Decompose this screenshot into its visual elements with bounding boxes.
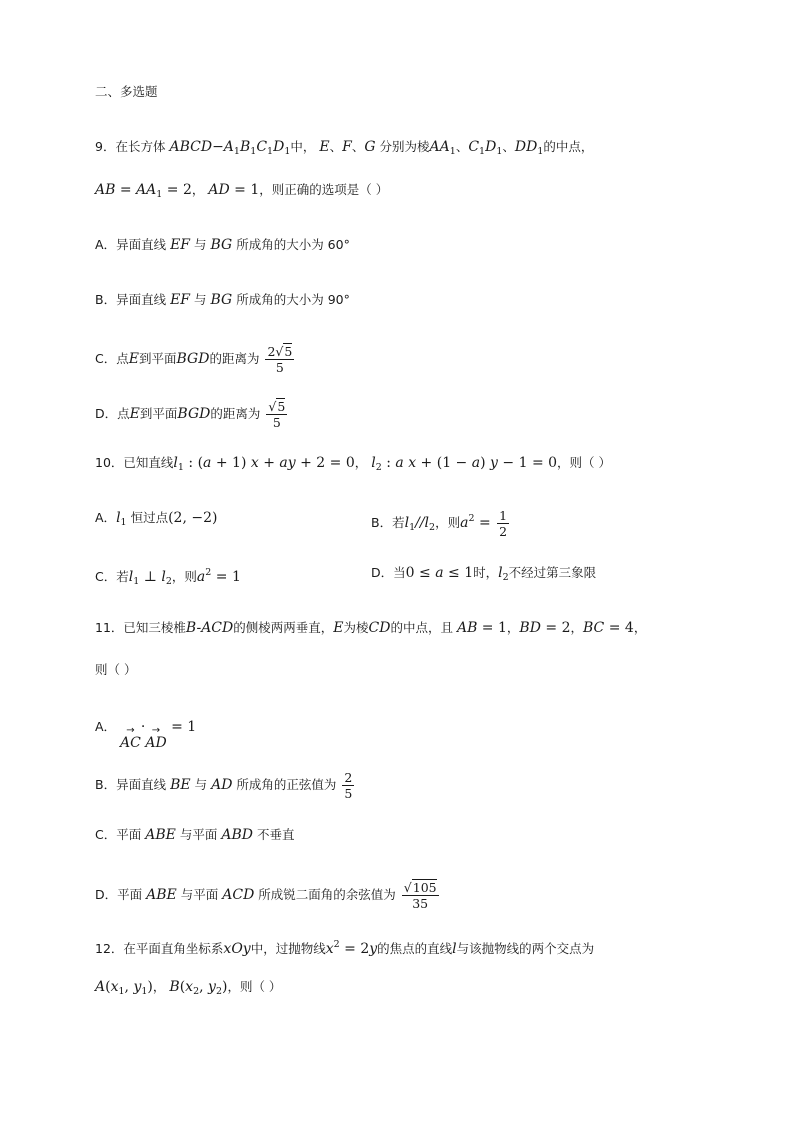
question-9-stem: 9．在长方体 $ABCD-A_1B_1C_1D_1$中， E、F、G 分别为棱$AA_1$、$C_1D_1$、$DD_1$的中点， [95, 139, 594, 157]
question-10-stem: 10．已知直线$l_1$ : (a + 1) x + ay + 2 = 0， $l_2$ : a x + (1 − a) y − 1 = 0，则（ ） [95, 455, 612, 473]
question-11-option-a[interactable]: A． → AC · → AD = 1 [95, 719, 197, 751]
fraction: $\frac{1}{2}$ [499, 508, 508, 539]
fraction: $\frac{√5}{5}$ [268, 399, 286, 430]
math-expr: $ABCD-A_1B_1C_1D_1$ [169, 139, 291, 157]
question-10-option-d[interactable]: D．当0 ≤ a ≤ 1时，$l_2$不经过第三象限 [371, 565, 597, 583]
question-12-stem: 12．在平面直角坐标系xOy中，过抛物线$x^2 = 2y$的焦点的直线l与该抛物线的两个交点为 [95, 939, 595, 957]
section-title: 二、多选题 [95, 84, 158, 99]
question-11-stem-cont: 则（ ） [95, 662, 137, 677]
question-11-option-b[interactable]: B．异面直线 BE 与 AD 所成角的正弦值为 $\frac{2}{5}$ [95, 770, 353, 801]
question-9-option-c[interactable]: C．点E到平面BGD的距离为 $\frac{2√5}{5}$ [95, 344, 293, 375]
question-10-option-c[interactable]: C．若$l_1$ ⊥ $l_2$，则$a^2 = 1$ [95, 567, 241, 587]
question-11-stem: 11．已知三棱椎B-ACD的侧棱两两垂直，E为棱CD的中点，且 AB = 1，BD = 2，BC = 4， [95, 620, 647, 636]
vector-ad: → AD [145, 725, 167, 751]
fraction: $\frac{2√5}{5}$ [267, 344, 293, 375]
question-12-stem-cont: $A(x_1$, $y_1$)， $B(x_2$, $y_2$)，则（ ） [95, 979, 282, 997]
question-9-option-b[interactable]: B．异面直线 EF 与 BG 所成角的大小为 90° [95, 292, 350, 308]
question-10-option-a[interactable]: A．$l_1$ 恒过点(2, −2) [95, 510, 218, 528]
fraction: $\frac{√105}{35}$ [403, 880, 437, 911]
question-11-option-d[interactable]: D．平面 ABE 与平面 ACD 所成锐二面角的余弦值为 $\frac{√105}{35}$ [95, 880, 437, 911]
question-9-stem-cont: AB = $AA_1 = 2$， AD = 1，则正确的选项是（ ） [95, 182, 389, 200]
question-11-option-c[interactable]: C．平面 ABE 与平面 ABD 不垂直 [95, 827, 295, 843]
fraction: $\frac{2}{5}$ [344, 770, 353, 801]
vector-ac: → AC [120, 725, 141, 751]
question-9-option-d[interactable]: D．点E到平面BGD的距离为 $\frac{√5}{5}$ [95, 399, 286, 430]
question-10-option-b[interactable]: B．若$l_1//l_2$，则$a^2$ = $\frac{1}{2}$ [371, 508, 508, 539]
question-9-option-a[interactable]: A．异面直线 EF 与 BG 所成角的大小为 60° [95, 237, 350, 253]
